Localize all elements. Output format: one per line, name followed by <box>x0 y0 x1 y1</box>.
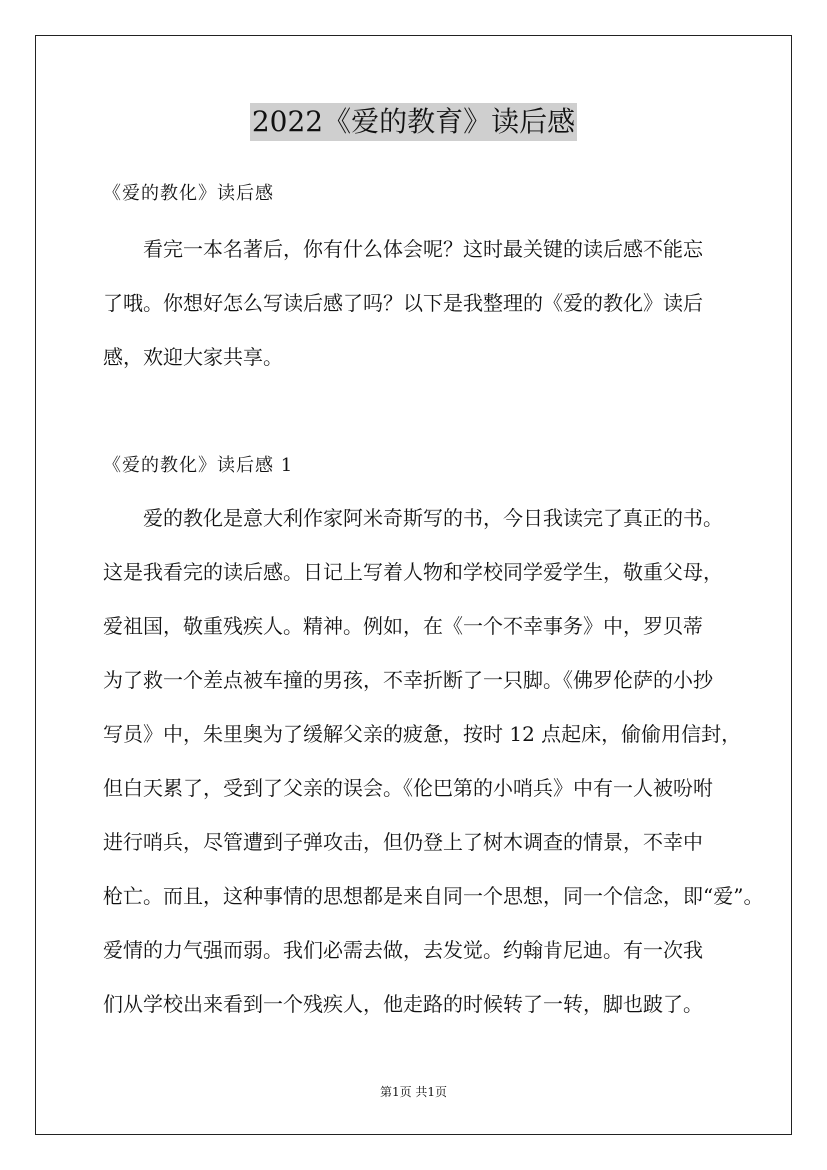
body-line: 爱的教化是意大利作家阿米奇斯写的书，今日我读完了真正的书。 <box>143 506 723 530</box>
body-line: 写员》中，朱里奥为了缓解父亲的疲惫，按时 12 点起床，偷偷用信封， <box>103 722 742 746</box>
document-title: 2022《爱的教育》读后感 <box>250 103 577 141</box>
title-container <box>0 103 827 141</box>
body-line: 这是我看完的读后感。日记上写着人物和学校同学爱学生，敬重父母， <box>103 560 723 584</box>
body-line: 爱情的力气强而弱。我们必需去做，去发觉。约翰肯尼迪。有一次我 <box>103 938 703 962</box>
intro-paragraph <box>103 222 753 384</box>
intro-line: 感，欢迎大家共享。 <box>103 345 283 369</box>
page-footer: 第1页 共1页 <box>379 1085 448 1099</box>
body-line: 为了救一个差点被车撞的男孩，不幸折断了一只脚。《佛罗伦萨的小抄 <box>103 668 713 692</box>
essay-subheading: 《爱的教化》读后感 1 <box>103 455 294 476</box>
body-line: 们从学校出来看到一个残疾人，他走路的时候转了一转，脚也跛了。 <box>103 992 703 1016</box>
intro-line: 看完一本名著后，你有什么体会呢？这时最关键的读后感不能忘 <box>143 237 703 261</box>
intro-line: 了哦。你想好怎么写读后感了吗？以下是我整理的《爱的教化》读后 <box>103 291 703 315</box>
body-line: 枪亡。而且，这种事情的思想都是来自同一个思想，同一个信念，即“爱”。 <box>103 884 764 908</box>
body-line: 进行哨兵，尽管遭到子弹攻击，但仍登上了树木调查的情景，不幸中 <box>103 830 703 854</box>
section-heading: 《爱的教化》读后感 <box>103 183 274 204</box>
body-line: 爱祖国，敬重残疾人。精神。例如，在《一个不幸事务》中，罗贝蒂 <box>103 614 703 638</box>
body-line: 但白天累了，受到了父亲的误会。《伦巴第的小哨兵》中有一人被吩咐 <box>103 776 713 800</box>
essay-body-paragraph <box>103 491 764 1031</box>
